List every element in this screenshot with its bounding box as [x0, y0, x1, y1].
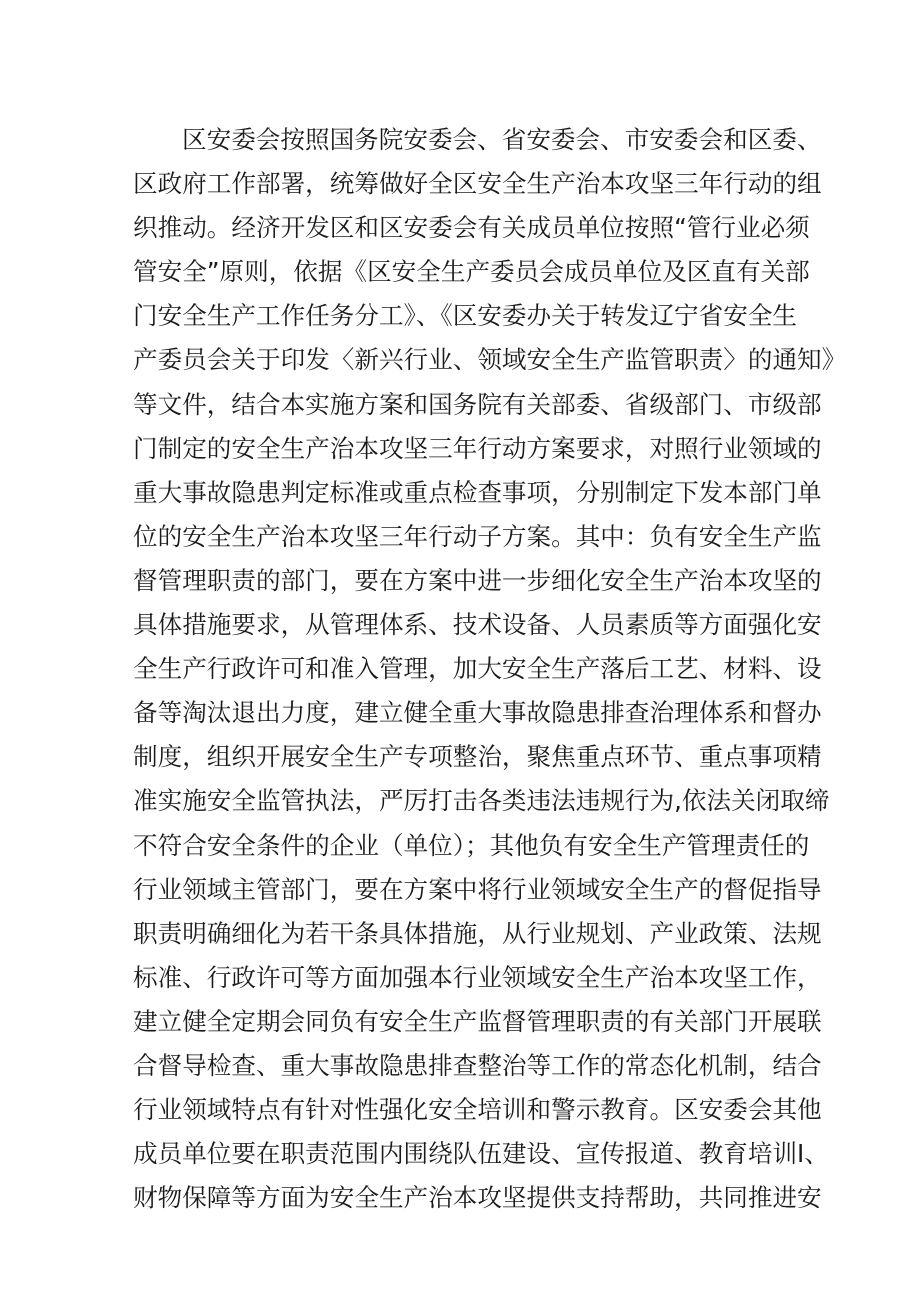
paragraph-line: 准实施安全监管执法，严厉打击各类违法违规行为,依法关闭取缔: [133, 786, 830, 816]
paragraph-line: 全生产行政许可和准入管理，加大安全生产落后工艺、材料、设: [133, 654, 822, 684]
paragraph-line: 具体措施要求，从管理体系、技术设备、人员素质等方面强化安: [133, 610, 822, 640]
paragraph-line: 成员单位要在职责范围内围绕队伍建设、宣传报道、教育培训I、: [133, 1139, 829, 1169]
paragraph-line: 管安全”原则，依据《区安全生产委员会成员单位及区直有关部: [133, 257, 810, 287]
body-paragraph: [133, 118, 847, 1220]
paragraph-line: 区政府工作部署，统筹做好全区安全生产治本攻坚三年行动的组: [133, 169, 822, 199]
paragraph-line: 督管理职责的部门，要在方案中进一步细化安全生产治本攻坚的: [133, 565, 822, 595]
paragraph-line: 等文件，结合本实施方案和国务院有关部委、省级部门、市级部: [133, 389, 822, 419]
paragraph-line: 合督导检查、重大事故隐患排查整治等工作的常态化机制，结合: [133, 1050, 822, 1080]
paragraph-line: 位的安全生产治本攻坚三年行动子方案。其中：负有安全生产监: [133, 521, 822, 551]
paragraph-line: 产委员会关于印发〈新兴行业、领域安全生产监管职责〉的通知》: [133, 345, 847, 375]
paragraph-line: 门安全生产工作任务分工》、《区安委办关于转发辽宁省安全生: [133, 301, 798, 331]
paragraph-line: 备等淘汰退出力度，建立健全重大事故隐患排查治理体系和督办: [133, 698, 822, 728]
paragraph-line: 区安委会按照国务院安委会、省安委会、市安委会和区委、: [182, 125, 822, 154]
paragraph-line: 重大事故隐患判定标准或重点检查事项，分别制定下发本部门单: [133, 477, 822, 507]
paragraph-line: 行业领域主管部门，要在方案中将行业领域安全生产的督促指导: [133, 874, 822, 904]
paragraph-line: 织推动。经济开发区和区安委会有关成员单位按照“管行业必须: [133, 213, 810, 243]
paragraph-line: 制度，组织开展安全生产专项整治，聚焦重点环节、重点事项精: [133, 742, 822, 772]
paragraph-line: 标准、行政许可等方面加强本行业领域安全生产治本攻坚工作，: [133, 962, 822, 992]
paragraph-line: 建立健全定期会同负有安全生产监督管理职责的有关部门开展联: [133, 1006, 822, 1036]
paragraph-line: 行业领域特点有针对性强化安全培训和警示教育。区安委会其他: [133, 1095, 822, 1125]
paragraph-line: 财物保障等方面为安全生产治本攻坚提供支持帮助，共同推进安: [133, 1183, 822, 1213]
paragraph-line: 门制定的安全生产治本攻坚三年行动方案要求，对照行业领域的: [133, 433, 822, 463]
paragraph-line: 职责明确细化为若干条具体措施，从行业规划、产业政策、法规: [133, 918, 822, 948]
paragraph-line: 不符合安全条件的企业（单位）；其他负有安全生产管理责任的: [133, 830, 810, 860]
